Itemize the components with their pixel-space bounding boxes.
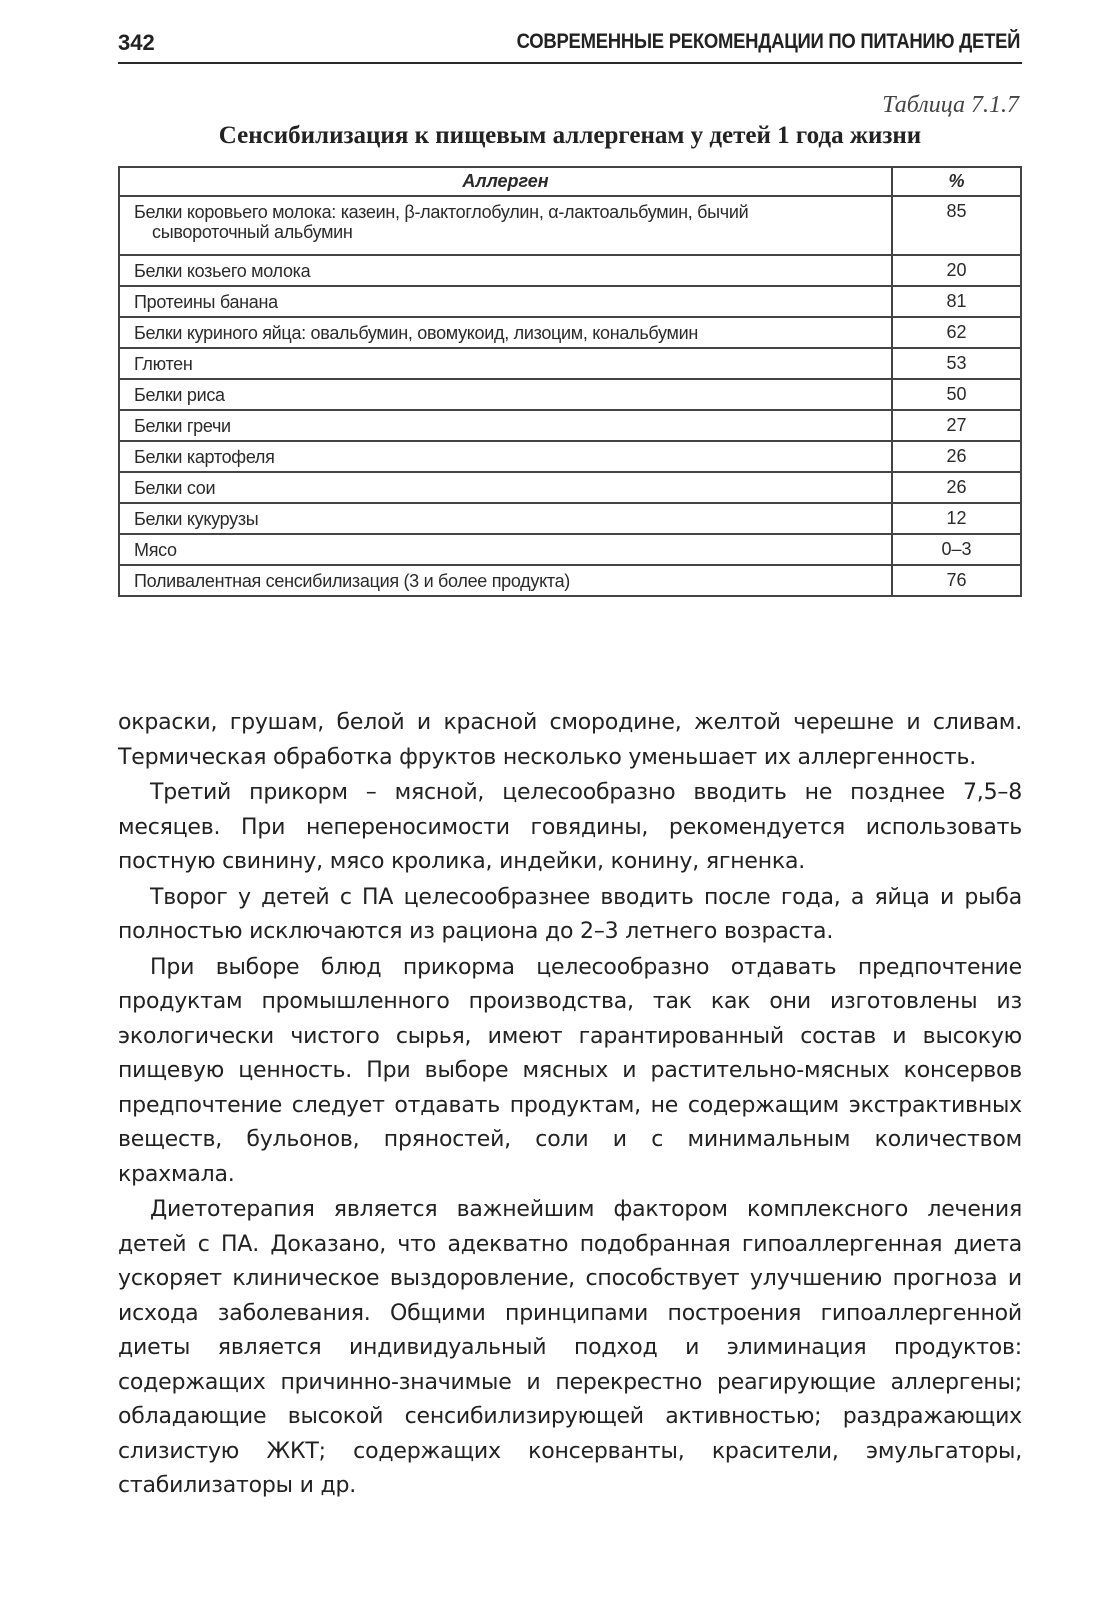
allergen-cell: Белки риса [119,379,892,410]
table-row [119,534,1021,565]
percent-cell: 62 [892,317,1021,348]
column-header-allergen: Аллерген [119,167,892,196]
table-row [119,441,1021,472]
allergen-cell: Мясо [119,534,892,565]
running-title: СОВРЕМЕННЫЕ РЕКОМЕНДАЦИИ ПО ПИТАНИЮ ДЕТЕЙ [516,30,1020,53]
percent-cell: 50 [892,379,1021,410]
table-row [119,472,1021,503]
allergen-cell: Поливалентная сенсибилизация (3 и более продукта) [119,565,892,596]
paragraph: Творог у детей с ПА целесообразнее вводить после года, а яйца и рыба полностью исключаются из рациона до 2–3 летнего возраста. [118,884,1022,944]
table-header-row [119,167,1021,196]
paragraph: Третий прикорм – мясной, целесообразно вводить не позднее 7,5–8 месяцев. При непереносимости говядины, рекомендуется использовать постную свинину, мясо кролика, индейки, конину, ягненка. [118,780,1022,874]
allergen-cell: Глютен [119,348,892,379]
table-row [119,410,1021,441]
percent-cell: 81 [892,286,1021,317]
table-number: Таблица 7.1.7 [882,92,1019,118]
percent-cell: 85 [892,196,1021,255]
percent-cell: 26 [892,472,1021,503]
percent-cell: 26 [892,441,1021,472]
table-row [119,255,1021,286]
allergen-cell: Белки картофеля [119,441,892,472]
table-row [119,503,1021,534]
percent-cell: 76 [892,565,1021,596]
allergen-cell: Белки козьего молока [119,255,892,286]
table-row [119,565,1021,596]
allergen-cell: Белки кукурузы [119,503,892,534]
paragraph: окраски, грушам, белой и красной смородине, желтой черешне и сливам. Термическая обработка фруктов несколько уменьшает их аллергенность. [118,710,1022,770]
allergen-cell: Белки сои [119,472,892,503]
column-header-percent: % [892,167,1021,196]
table-row [119,379,1021,410]
allergen-cell: Белки гречи [119,410,892,441]
allergen-text-line1: Белки коровьего молока: казеин, β-лактоглобулин, α-лактоальбумин, бычий [134,202,749,222]
percent-cell: 20 [892,255,1021,286]
page-number: 342 [118,30,155,55]
body-text [118,706,1022,1504]
table-row [119,317,1021,348]
allergen-cell: Протеины банана [119,286,892,317]
allergen-cell [119,196,892,255]
paragraph: При выборе блюд прикорма целесообразно отдавать предпочтение продуктам промышленного производства, так как они изготовлены из экологически чистого сырья, имеют гарантированный состав и высокую пищевую ценность. При выборе мясных и растительно-мясных консервов предпочтение следует отдавать продуктам, не содержащим экстрактивных веществ, бульонов, пряностей, соли и с минимальным количеством крахмала. [118,954,1022,1187]
table-row [119,286,1021,317]
table-row [119,348,1021,379]
allergen-table [118,166,1022,597]
table-row [119,196,1021,255]
percent-cell: 0–3 [892,534,1021,565]
allergen-text-line2: сывороточный альбумин [152,222,353,242]
paragraph: Диетотерапия является важнейшим фактором комплексного лечения детей с ПА. Доказано, что адекватно подобранная гипоаллергенная диета ускоряет клиническое выздоровление, способствует улучшению прогноза и исхода заболевания. Общими принципами построения гипоаллергенной диеты является индивидуальный подход и элиминация продуктов: содержащих причинно-значимые и перекрестно реагирующие аллергены; обладающие высокой сенсибилизирующей активностью; раздражающих слизистую ЖКТ; содержащих консерванты, красители, эмульгаторы, стабилизаторы и др. [118,1197,1022,1498]
percent-cell: 53 [892,348,1021,379]
table-title: Сенсибилизация к пищевым аллергенам у детей 1 года жизни [218,122,922,149]
percent-cell: 12 [892,503,1021,534]
percent-cell: 27 [892,410,1021,441]
running-head [118,28,1022,64]
allergen-cell: Белки куриного яйца: овальбумин, овомукоид, лизоцим, кональбумин [119,317,892,348]
